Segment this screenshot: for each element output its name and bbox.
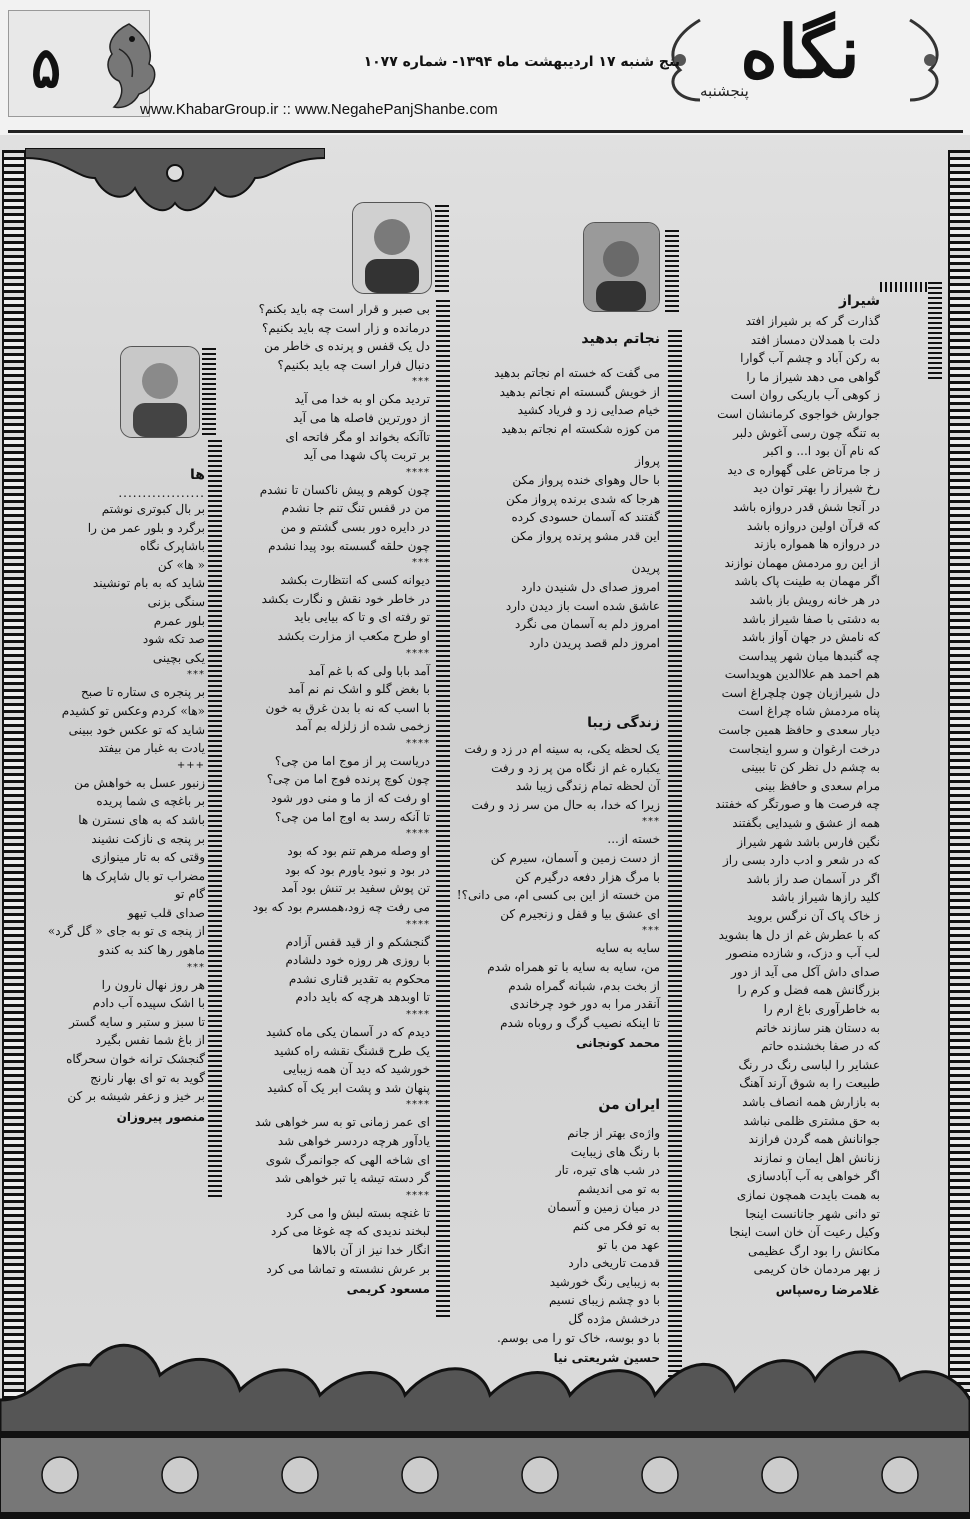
poem-line: ز جا مرتاض علی گهواره ی دید bbox=[727, 462, 880, 477]
poem-line: به رکن آباد و چشم آب گوارا bbox=[740, 351, 880, 366]
poem-line: عاشق شده است باز دیدن دارد bbox=[505, 598, 660, 613]
poem-line: زنانش اهل ایمان و نمازند bbox=[753, 1150, 880, 1165]
poem-line: تا غنچه بسته لبش وا می کرد bbox=[286, 1205, 430, 1220]
poem-line: واژه‌ی بهتر از جانم bbox=[567, 1126, 660, 1140]
poem-line: اگر در آسمان صد راز باشد bbox=[746, 871, 880, 886]
poem-line: به تو فکر می کنم bbox=[572, 1218, 660, 1233]
poem-zendegi-ziba bbox=[456, 712, 660, 1054]
poem-line: بلور عمرم bbox=[153, 613, 205, 628]
poem-line: اگر خواهی به آب آبادسازی bbox=[746, 1169, 880, 1184]
poem-author: غلامرضا ره‌سپاس bbox=[775, 1282, 880, 1297]
poem-line: به دشتی با صفا شیراز باشد bbox=[742, 611, 880, 626]
poem-line: او طرح مکعب از مزارت بکشد bbox=[277, 628, 430, 643]
poem-line: مضراب تو بال شاپرک ها bbox=[82, 868, 205, 883]
poem-line: دل شیرازیان چون چلچراغ است bbox=[721, 685, 880, 700]
separator: *** bbox=[412, 376, 430, 388]
poem-line: جوانانش همه گردن فرازند bbox=[748, 1132, 880, 1147]
poem-line: پناه مردمش شاه چراغ است bbox=[738, 704, 880, 719]
poem-line: می گفت که خسته ام نجاتم بدهید bbox=[494, 366, 660, 380]
poem-line: دل یک قفس و پرنده ی خاطر من bbox=[264, 339, 430, 354]
poem-line: در بود و نبود یاورم بود که بود bbox=[285, 862, 430, 877]
poem-subtitle: پرواز bbox=[635, 454, 660, 469]
poem-lines bbox=[464, 740, 660, 814]
poem-line: لب آب و دزک، و شازده منصور bbox=[726, 946, 880, 961]
poem-line: او وصله مرهم تنم بود که بود bbox=[287, 844, 430, 859]
poem-line: ماهور رها کند به کندو bbox=[98, 943, 205, 958]
poem-line: یادآور هرچه دردسر خواهی شد bbox=[277, 1133, 430, 1148]
poem-line: شاید که به بام تونشیند bbox=[92, 576, 205, 591]
poem-line: خسته از... bbox=[607, 832, 660, 847]
poem-line: از بخت بدم، شبانه گمراه شدم bbox=[508, 978, 660, 993]
poem-line: به حق مشتری ظلمی نباشد bbox=[743, 1113, 880, 1128]
poem-line: زیرا که خدا، به حال من سر زد و رفت bbox=[471, 797, 660, 812]
poem-line: آمد بابا ولی که با غم آمد bbox=[308, 663, 430, 678]
poem-line: بر خیز و زعفر شیشه بر کن bbox=[67, 1089, 205, 1104]
poem-line: زخمی شده از زلزله بم آمد bbox=[295, 719, 430, 734]
poem-line: بر باغچه ی شما پریده bbox=[96, 794, 205, 809]
author-photo-mansour-pirouzan bbox=[120, 346, 200, 438]
poem-line: من کوزه شکسته ام نجاتم بدهید bbox=[501, 421, 660, 436]
poem-line: رخ شیراز را بهتر توان دید bbox=[753, 481, 880, 496]
poem-line: تا اوبدهد هرچه که باید دادم bbox=[295, 990, 430, 1005]
poem-line: به خاطرآوری باغ ارم را bbox=[763, 1001, 880, 1016]
poem-lines bbox=[456, 830, 660, 923]
poem-lines bbox=[40, 500, 205, 1106]
poem-line: مکانش را بود ارگ عظیمی bbox=[747, 1243, 880, 1258]
page-number-box bbox=[8, 10, 150, 117]
poem-line: آنقدر مرا به دور خود چرخاندی bbox=[509, 997, 660, 1012]
poem-line: هر روز نهال نارون را bbox=[101, 977, 205, 992]
poem-line: با حال وهوای خنده پرواز مکن bbox=[512, 472, 660, 487]
poem-line: از باغ شما نفس بگیرد bbox=[95, 1033, 205, 1048]
poem-line: تا سبز و ستبر و سایه گستر bbox=[69, 1014, 205, 1029]
poem-line: به همت بایدت همچون نمازی bbox=[736, 1187, 880, 1202]
poem-line: با دو چشم زیبای نسیم bbox=[549, 1293, 660, 1308]
tick-bar-nejatam bbox=[665, 230, 679, 315]
tick-bar-pirouzan bbox=[202, 348, 216, 438]
poem-line: انگار خدا نیز از آن بالاها bbox=[312, 1242, 430, 1257]
poem-author: محمد کونجانی bbox=[575, 1036, 660, 1051]
poem-line: دیار سعدی و حافظ همین جاست bbox=[718, 723, 880, 738]
poem-line: از دورترین فاصله ها می آید bbox=[293, 410, 430, 425]
poem-line: با اسب که نه با بدن غرق به خون bbox=[265, 700, 430, 715]
poem-line: تا آنکه رسد به اوج اما من چی؟ bbox=[275, 809, 430, 824]
poem-title: زندگی زیبا bbox=[587, 715, 660, 731]
masthead-title: نگاه bbox=[740, 9, 860, 94]
poem-line: گواهی می دهد شیراز ما را bbox=[746, 369, 880, 384]
poem-line: می رفت چه زود،همسرم بود که بود bbox=[252, 900, 430, 915]
poem-line: دنبال فرار است چه باید بکنیم؟ bbox=[277, 357, 430, 372]
poem-line: بی صبر و قرار است چه باید بکنم؟ bbox=[258, 302, 430, 316]
poem-line: که نامش در جهان آواز باشد bbox=[741, 630, 880, 645]
separator: *** bbox=[187, 669, 205, 681]
tick-row-shiraz bbox=[880, 282, 928, 292]
poem-line: یکی بچینی bbox=[152, 650, 205, 665]
poem-line: به تنگه چون رسی آغوش دلبر bbox=[733, 425, 880, 440]
poem-line: دیوانه کسی که انتظارت بکشد bbox=[280, 573, 430, 588]
poem-author: منصور پیروزان bbox=[116, 1109, 205, 1124]
poem-line: عشایر را لباسی رنگ در رنگ bbox=[738, 1057, 880, 1072]
poem-line: شاید که تو عکس خود ببینی bbox=[68, 722, 205, 737]
poem-line: بر بال کبوتری نوشتم bbox=[101, 502, 205, 516]
tick-bar-col3 bbox=[436, 300, 450, 1320]
poem-line: که در شعر و ادب دارد بسی راز bbox=[722, 853, 880, 868]
poem-line: قدمت تاریخی دارد bbox=[568, 1256, 660, 1271]
poem-line: بر پنجه ی نازکت نشیند bbox=[91, 831, 205, 846]
poem-line: تن پوش سفید بر تنش بود آمد bbox=[281, 881, 430, 896]
poem-line: درمانده و زار است چه باید بکنیم؟ bbox=[262, 320, 430, 335]
poem-line: کلید رازها شیراز باشد bbox=[771, 890, 880, 905]
separator: *** bbox=[187, 961, 205, 973]
poem-line: یک لحظه یکی، به سینه ام در زد و رفت bbox=[464, 742, 660, 756]
poem-line: چون حلقه گسسته بود پیدا نشدم bbox=[268, 538, 430, 553]
poem-line: باشد که به های نسترن ها bbox=[78, 812, 205, 827]
poem-line: در خاطر خود نقش و نگارت بکشد bbox=[261, 591, 430, 606]
poem-line: گام تو bbox=[174, 887, 205, 902]
website-urls: www.KhabarGroup.ir :: www.NegahePanjShanbe.com bbox=[140, 101, 498, 118]
poem-line: دلت با همدلان دمساز افتد bbox=[750, 332, 880, 347]
poem-line: در هر خانه رویش باز باشد bbox=[749, 592, 880, 607]
separator: **** bbox=[406, 647, 430, 659]
poem-author: حسین شریعتی نیا bbox=[553, 1351, 660, 1366]
poem-line: صدای قلب تیهو bbox=[127, 905, 205, 920]
poem-line: صد تکه شود bbox=[142, 632, 205, 647]
poem-lines bbox=[700, 312, 880, 1279]
poem-line: هرجا که شدی برنده پرواز مکن bbox=[506, 491, 660, 506]
poem-line: امروز دلم قصد پریدن دارد bbox=[529, 635, 660, 650]
poem-line: تاآنکه بخواند او مگر فاتحه ای bbox=[285, 429, 430, 444]
masthead-ornament-right bbox=[905, 15, 955, 105]
poem-line: گر دسته تیشه یا تبر خواهی شد bbox=[275, 1171, 430, 1186]
poem-line: وکیل رعیت آن خان است اینجا bbox=[729, 1225, 880, 1240]
poem-line: ای عشق بیا و قفل و زنجیرم کن bbox=[500, 906, 660, 921]
poem-line: در دروازه ها همواره بازند bbox=[753, 537, 880, 552]
poem-line: دیدم که در آسمان یکی ماه کشید bbox=[265, 1025, 430, 1039]
poem-line: لبخند ندیدی که چه غوغا می کرد bbox=[270, 1224, 430, 1239]
poem-line: به چشم دل نظر کن تا ببینی bbox=[741, 760, 880, 775]
poem-line: تا اینکه نصیب گرگ و روباه شدم bbox=[500, 1015, 660, 1030]
poem-line: با اشک سپیده آب دادم bbox=[92, 996, 205, 1011]
poem-line: که قرآن اولین دروازه باشد bbox=[746, 518, 880, 533]
poem-line: طبیعت را به شوق آرند آهنگ bbox=[739, 1076, 880, 1091]
poem-line: من، سایه به سایه با تو همراه شدم bbox=[487, 959, 660, 974]
poem-line: از پنجه ی تو به جای « گل گرد» bbox=[47, 924, 205, 939]
poem-line: از خویش گسسته ام نجاتم بدهید bbox=[499, 384, 660, 399]
poem-title: ها bbox=[190, 467, 205, 483]
poem-line: یکباره غم از نگاه من پر زد و رفت bbox=[491, 760, 660, 775]
poem-lines bbox=[250, 300, 430, 1278]
poem-line: گفتند که آسمان حسودی کرده bbox=[511, 510, 660, 525]
poem-line: که در صفا بخشنده حاتم bbox=[761, 1039, 880, 1054]
poem-line: خورشید که دید آن همه زیبایی bbox=[282, 1062, 430, 1077]
poem-lines bbox=[480, 471, 660, 545]
poem-line: یک طرح قشنگ نقشه راه کشید bbox=[273, 1043, 430, 1058]
separator: **** bbox=[406, 466, 430, 478]
poem-line: گنجشکم و از قید قفس آزادم bbox=[285, 934, 430, 949]
poem-title: ایران من bbox=[598, 1097, 660, 1113]
poem-line: در دایره دور بسی گشتم و من bbox=[280, 519, 430, 534]
right-chain-border bbox=[948, 150, 970, 1420]
poem-line: همه از عشق و شیدایی بگفتند bbox=[732, 816, 880, 831]
poem-line: درخت ارغوان و سرو اینجاست bbox=[728, 741, 880, 756]
separator: **** bbox=[406, 1189, 430, 1201]
title-dots: .................. bbox=[118, 486, 205, 500]
separator: **** bbox=[406, 737, 430, 749]
poem-line: گذارت گر که بر شیراز افتد bbox=[745, 314, 880, 328]
poem-line: جوارش خواجوی کرمانشان است bbox=[717, 406, 880, 421]
poem-lines bbox=[480, 1124, 660, 1347]
poem-line: با دو بوسه، خاک تو را می بوسم. bbox=[496, 1330, 660, 1345]
poem-line: هم احمد هم علاالدین هویداست bbox=[724, 667, 880, 682]
poem-line: به دستان هنر سازند خاتم bbox=[755, 1020, 880, 1035]
author-photo-masoud-karimi bbox=[352, 202, 432, 294]
page-number: ۵ bbox=[31, 35, 62, 101]
top-arch-ornament bbox=[25, 148, 325, 218]
poem-line: ز کوهی آب باریکی روان است bbox=[730, 388, 880, 403]
poem-line: در شب های تیره، تار bbox=[555, 1163, 660, 1178]
bottom-ornament bbox=[0, 1340, 970, 1519]
poem-line: من در قفس تنگ تنم جا نشدم bbox=[281, 501, 430, 516]
poem-line: او رفت که از ما و منی دور شود bbox=[271, 791, 430, 806]
header-rule bbox=[8, 130, 963, 133]
poem-line: سنگی بزنی bbox=[147, 594, 205, 609]
poem-line: که نام آن بود ا... و اکبر bbox=[763, 444, 880, 459]
separator: *** bbox=[642, 925, 660, 937]
separator: +++ bbox=[176, 759, 205, 771]
poem-line: با روزی هر روزه خود دلشادم bbox=[285, 953, 430, 968]
poem-line: نگین فارس باشد شهر شیراز bbox=[737, 834, 880, 849]
poem-shiraz bbox=[700, 290, 880, 1301]
author-photo-nejatam bbox=[583, 222, 660, 312]
poem-line: چون کوچ پرنده فوج اما من چی؟ bbox=[266, 772, 430, 787]
poem-line: وقتی که به تار مینوازی bbox=[91, 850, 205, 865]
poem-line: بزرگانش همه فضل و کرم را bbox=[737, 983, 880, 998]
poem-line: زنبور عسل به خواهش من bbox=[74, 775, 205, 790]
poem-line: که با عطرش غم از دل ها بشوید bbox=[718, 927, 880, 942]
poem-line: در آنجا شش قدر دروازه باشد bbox=[732, 499, 880, 514]
poem-line: با مرگ هزار دفعه درگیرم کن bbox=[515, 869, 660, 884]
poem-line: «ها» کردم وعکس تو کشیدم bbox=[61, 703, 205, 718]
poem-line: تو رفته ای و تا که بیایی باید bbox=[293, 610, 430, 625]
poem-line: بر پنجره ی ستاره تا صبح bbox=[80, 685, 205, 700]
poem-line: چون کوهم و پیش ناکسان تا نشدم bbox=[259, 482, 430, 497]
left-chain-border bbox=[2, 150, 26, 1420]
poem-line: مرام سعدی و حافظ بینی bbox=[754, 778, 880, 793]
poem-line: تردید مکن او به خدا می آید bbox=[294, 392, 430, 407]
separator: **** bbox=[406, 918, 430, 930]
poem-line: به زیبایی رنگ خورشید bbox=[549, 1274, 660, 1289]
header bbox=[0, 0, 970, 135]
poem-line: ای عمر زمانی تو به سر خواهی شد bbox=[255, 1115, 430, 1130]
poem-line: چه فرصت ها و صورتگر که خفتند bbox=[715, 797, 880, 812]
poem-lines bbox=[470, 939, 660, 1032]
separator: **** bbox=[406, 828, 430, 840]
poem-nejatam bbox=[480, 328, 660, 652]
poem-line: بر عرش نشسته و تماشا می کرد bbox=[266, 1261, 430, 1276]
poem-line: خیام صدایی زد و فریاد کشید bbox=[517, 403, 660, 418]
poem-lines bbox=[480, 578, 660, 652]
poem-line: به تو می اندیشم bbox=[577, 1181, 660, 1196]
separator: *** bbox=[642, 816, 660, 828]
separator: *** bbox=[412, 557, 430, 569]
poem-line: من خسته از این بی کسی ام، می دانی؟! bbox=[456, 888, 660, 903]
poem-lines bbox=[480, 364, 660, 438]
poem-line: برگرد و بلور عمر من را bbox=[87, 520, 205, 535]
poem-line: از این رو مردمش مهمان نوازند bbox=[724, 555, 880, 570]
masthead-subtitle: پنجشنبه bbox=[700, 82, 749, 100]
phoenix-ornament-icon bbox=[94, 19, 164, 114]
poem-line: امروز دلم به آسمان می نگرد bbox=[515, 617, 660, 632]
poem-line: پنهان شد و پشت ابر یک آه کشید bbox=[267, 1080, 430, 1095]
poem-line: به بازارش همه انصاف باشد bbox=[742, 1094, 880, 1109]
poem-iran-man bbox=[480, 1094, 660, 1369]
poem-line: گوید به تو ای بهار نارنج bbox=[90, 1070, 205, 1085]
poem-line: صدای داش آکل می آید از دور bbox=[730, 964, 880, 979]
poem-line: در میان زمین و آسمان bbox=[547, 1200, 660, 1215]
poem-line: با بغض گلو و اشک نم نم آمد bbox=[287, 682, 430, 697]
separator: **** bbox=[406, 1099, 430, 1111]
tick-bar-shiraz bbox=[928, 282, 942, 382]
poem-line: با رنگ های زیبایت bbox=[570, 1144, 660, 1159]
poem-line: ز خاک پاک آن نرگس بروید bbox=[747, 909, 880, 923]
poem-title: نجاتم بدهید bbox=[581, 331, 660, 347]
tick-bar-col2 bbox=[668, 330, 682, 1380]
poem-line: باشاپرک نگاه bbox=[139, 539, 205, 554]
poem-line: امروز صدای دل شنیدن دارد bbox=[521, 579, 660, 594]
poem-author: مسعود کریمی bbox=[346, 1282, 430, 1297]
poem-line: این قدر مشو پرنده پرواز مکن bbox=[510, 528, 660, 543]
poem-line: محکوم به تقدیر قناری نشدم bbox=[288, 971, 430, 986]
tick-bar-col4 bbox=[208, 440, 222, 1200]
poem-line: چه گنبدها میان شهر پیداست bbox=[738, 648, 880, 663]
poem-line: اگر مهمان به طینت پاک باشد bbox=[734, 574, 880, 589]
poem-line: یادت به غبار من بیفتد bbox=[98, 741, 205, 756]
poem-line: گنجشک ترانه خوان سحرگاه bbox=[66, 1052, 205, 1067]
poem-title: شیراز bbox=[838, 293, 880, 309]
poem-line: ای شاخه الهی که جوانمرگ شوی bbox=[265, 1152, 430, 1167]
poem-line: سایه به سایه bbox=[595, 941, 660, 956]
tick-bar-karimi bbox=[435, 205, 449, 295]
poem-line: « ها» کن bbox=[157, 557, 205, 572]
poem-subtitle: پریدن bbox=[631, 561, 660, 576]
poem-line: ز بهر مردمان خان کریمی bbox=[753, 1262, 880, 1277]
issue-date-line: پنج شنبه ۱۷ اردیبهشت ماه ۱۳۹۴- شماره ۱۰۷۷ bbox=[363, 54, 680, 70]
poem-line: آن لحظه تمام زندگی زیبا شد bbox=[515, 779, 660, 794]
poem-line: عهد من با تو bbox=[597, 1237, 660, 1252]
poem-ha bbox=[40, 464, 205, 1128]
poem-line: دریاست پر از موج اما من چی؟ bbox=[274, 753, 430, 768]
poem-line: از دست زمین و آسمان، سیرم کن bbox=[490, 850, 660, 865]
poem-line: بر تربت پاک شهدا می آید bbox=[303, 448, 430, 463]
poem-quatrains-karimi bbox=[250, 300, 430, 1300]
poem-line: درخشش مژده گل bbox=[568, 1311, 660, 1326]
separator: **** bbox=[406, 1009, 430, 1020]
poem-line: تو دانی شهر جانانست اینجا bbox=[745, 1206, 880, 1221]
